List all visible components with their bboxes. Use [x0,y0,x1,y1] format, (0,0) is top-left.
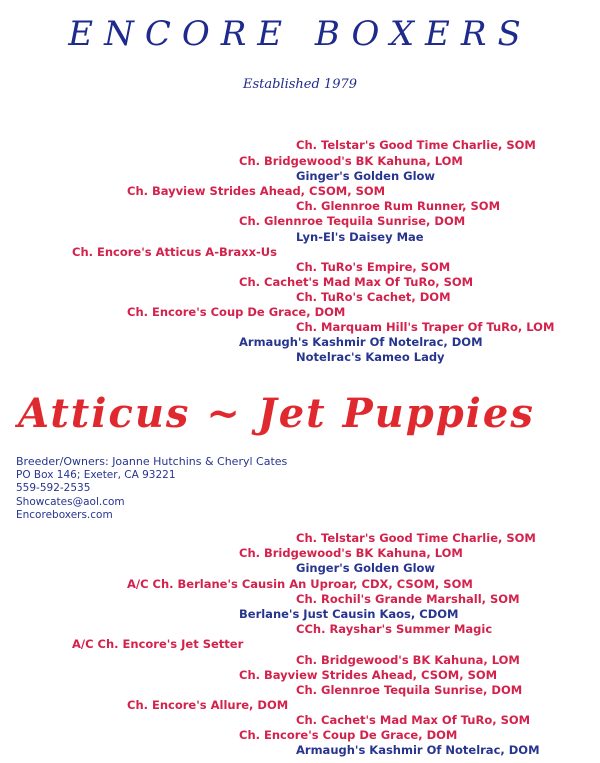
pedigree-line: Ch. Telstar's Good Time Charlie, SOM [296,531,536,545]
litter-headline: Atticus ~ Jet Puppies [18,390,535,437]
pedigree-line: Ch. Marquam Hill's Traper Of TuRo, LOM [296,320,555,334]
pedigree-line: Ch. Bayview Strides Ahead, CSOM, SOM [127,184,386,198]
pedigree-line: Ch. TuRo's Cachet, DOM [296,290,451,304]
pedigree-line: Ch. Bridgewood's BK Kahuna, LOM [239,154,463,168]
pedigree-line: Ginger's Golden Glow [296,169,436,183]
pedigree-line: Ch. Glennroe Rum Runner, SOM [296,199,501,213]
pedigree-line: Ch. Encore's Coup De Grace, DOM [127,305,346,319]
pedigree-line: Ch. Bridgewood's BK Kahuna, LOM [239,546,463,560]
kennel-name: ENCORE BOXERS [68,14,532,54]
established-date: Established 1979 [242,77,358,92]
pedigree-line: Notelrac's Kameo Lady [296,350,445,364]
pedigree-line: Ch. Telstar's Good Time Charlie, SOM [296,138,536,152]
mailing-address: PO Box 146; Exeter, CA 93221 [16,468,176,481]
website-address: Encoreboxers.com [16,509,113,521]
breeder-owners: Breeder/Owners: Joanne Hutchins & Cheryl Cates [16,455,288,468]
pedigree-line: Ch. Cachet's Mad Max Of TuRo, SOM [239,275,474,289]
pedigree-line: Ch. Encore's Atticus A-Braxx-Us [72,245,277,259]
pedigree-line: Ch. Glennroe Tequila Sunrise, DOM [239,214,466,228]
pedigree-line: Ch. Bridgewood's BK Kahuna, LOM [296,653,520,667]
pedigree-line: Ch. Bayview Strides Ahead, CSOM, SOM [239,668,498,682]
pedigree-line: Berlane's Just Causin Kaos, CDOM [239,607,459,621]
pedigree-line: Ch. Rochil's Grande Marshall, SOM [296,592,520,606]
email-address: Showcates@aol.com [16,495,125,508]
pedigree-line: Ch. Glennroe Tequila Sunrise, DOM [296,683,523,697]
pedigree-line: Ch. TuRo's Empire, SOM [296,260,451,274]
pedigree-line: A/C Ch. Encore's Jet Setter [72,637,244,651]
pedigree-line: Ch. Encore's Coup De Grace, DOM [239,728,458,742]
pedigree-line: Lyn-El's Daisey Mae [296,230,424,244]
pedigree-line: Ch. Cachet's Mad Max Of TuRo, SOM [296,713,531,727]
pedigree-line: Armaugh's Kashmir Of Notelrac, DOM [239,335,483,349]
pedigree-line: Ginger's Golden Glow [296,561,436,575]
pedigree-line: CCh. Rayshar's Summer Magic [296,622,493,636]
contact-block [16,455,287,523]
pedigree-line: Armaugh's Kashmir Of Notelrac, DOM [296,743,540,757]
phone-number: 559-592-2535 [16,482,91,494]
pedigree-line: A/C Ch. Berlane's Causin An Uproar, CDX, CSOM, SOM [127,577,473,591]
pedigree-line: Ch. Encore's Allure, DOM [127,698,289,712]
